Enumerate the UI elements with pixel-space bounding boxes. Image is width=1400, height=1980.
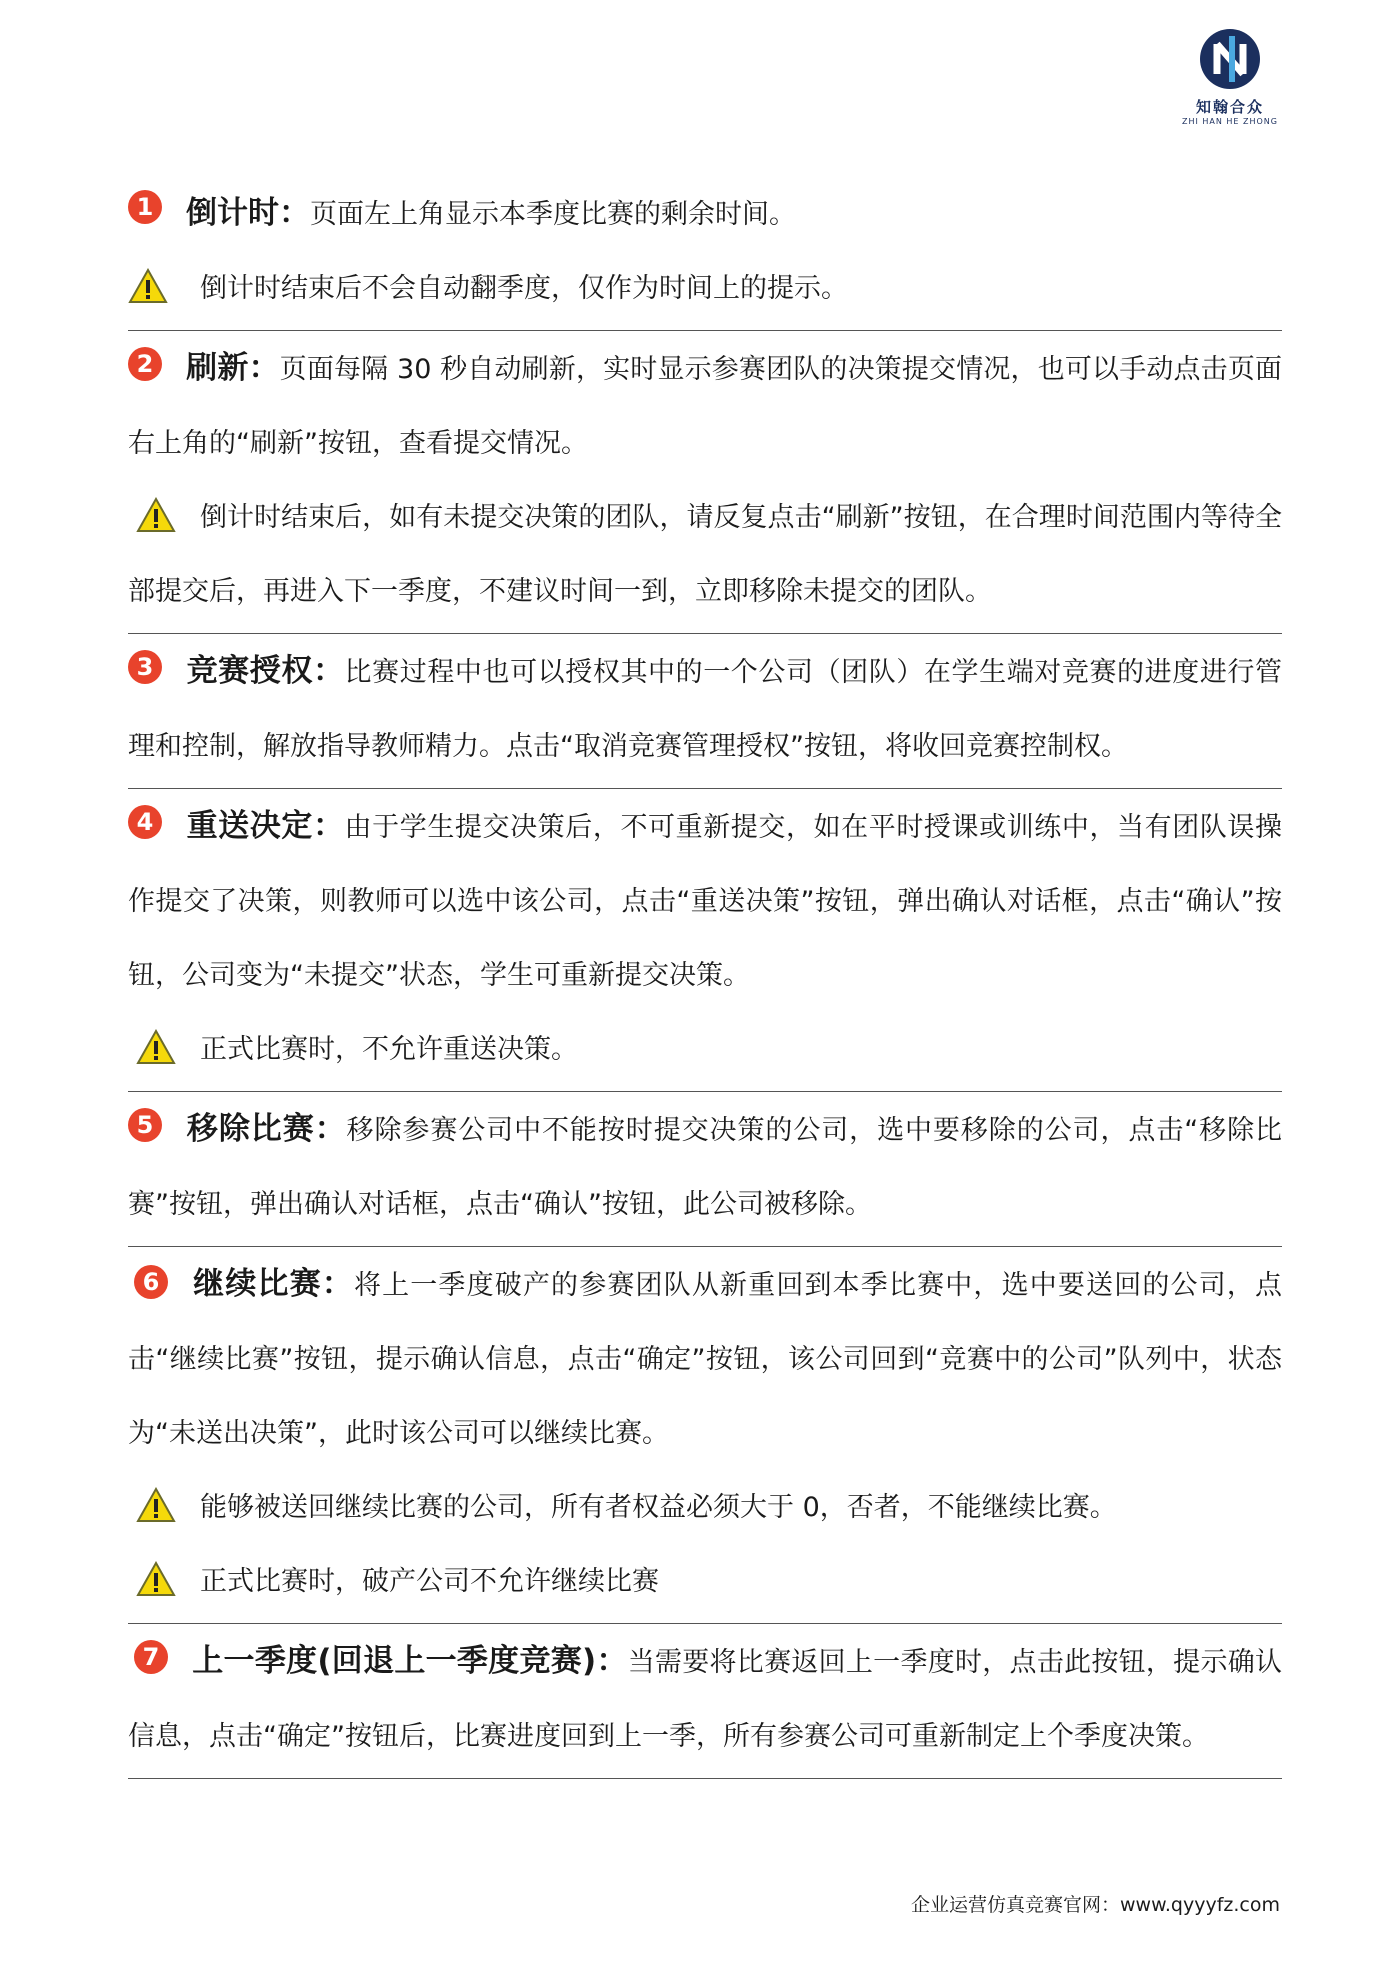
warning-note [128, 252, 1282, 326]
section-refresh [128, 331, 1282, 634]
section-text: 由于学生提交决策后，不可重新提交，如在平时授课或训练中，当有团队误操作提交了决策，则教师可以选中该公司，点击“重送决策”按钮，弹出确认对话框，点击“确认”按钮，公司变为“未提交”状态，学生可重新提交决策。 [128, 812, 1283, 991]
document-body [128, 176, 1282, 1779]
warning-note [128, 481, 1282, 629]
warning-note [128, 1545, 1282, 1619]
section-paragraph [128, 176, 1282, 252]
warning-triangle-icon [136, 1561, 176, 1597]
section-title: 竞赛授权： [186, 653, 345, 689]
section-title: 刷新： [186, 350, 280, 386]
number-circle-icon: 2 [128, 347, 162, 381]
section-title: 继续比赛： [192, 1266, 354, 1302]
section-paragraph [128, 634, 1282, 784]
number-circle-icon: 6 [134, 1265, 168, 1299]
section-paragraph [128, 331, 1282, 481]
warning-text: 能够被送回继续比赛的公司，所有者权益必须大于 0，否者，不能继续比赛。 [200, 1492, 1117, 1523]
section-title: 倒计时： [186, 195, 310, 231]
warning-text: 倒计时结束后不会自动翻季度，仅作为时间上的提示。 [200, 273, 848, 304]
logo-chinese-name: 知翰合众 [1195, 98, 1264, 116]
number-circle-icon: 4 [128, 805, 162, 839]
section-title: 移除比赛： [186, 1111, 347, 1147]
section-paragraph [128, 789, 1282, 1013]
section-paragraph [128, 1624, 1282, 1774]
warning-triangle-icon [128, 268, 168, 304]
section-paragraph [128, 1247, 1282, 1471]
warning-note [128, 1013, 1282, 1087]
warning-triangle-icon [136, 497, 176, 533]
section-paragraph [128, 1092, 1282, 1242]
number-circle-icon: 7 [134, 1640, 168, 1674]
number-circle-icon: 1 [128, 190, 162, 224]
section-text: 页面每隔 30 秒自动刷新，实时显示参赛团队的决策提交情况，也可以手动点击页面右上角的“刷新”按钮，查看提交情况。 [128, 354, 1282, 459]
section-text: 当需要将比赛返回上一季度时，点击此按钮，提示确认信息，点击“确定”按钮后，比赛进度回到上一季，所有参赛公司可重新制定上个季度决策。 [128, 1647, 1283, 1752]
section-countdown [128, 176, 1282, 331]
warning-note [128, 1471, 1282, 1545]
section-title: 上一季度(回退上一季度竞赛)： [192, 1643, 628, 1679]
number-circle-icon: 5 [128, 1108, 162, 1142]
section-text: 比赛过程中也可以授权其中的一个公司（团队）在学生端对竞赛的进度进行管理和控制，解放指导教师精力。点击“取消竞赛管理授权”按钮，将收回竞赛控制权。 [128, 657, 1283, 762]
warning-triangle-icon [136, 1029, 176, 1065]
section-text: 页面左上角显示本季度比赛的剩余时间。 [310, 199, 796, 230]
brand-logo [1175, 28, 1285, 128]
section-previous-quarter [128, 1624, 1282, 1779]
section-text: 移除参赛公司中不能按时提交决策的公司，选中要移除的公司，点击“移除比赛”按钮，弹出确认对话框，点击“确认”按钮，此公司被移除。 [128, 1115, 1282, 1220]
number-circle-icon: 3 [128, 650, 162, 684]
logo-english-name: ZHI HAN HE ZHONG [1181, 117, 1278, 126]
footer-website: 企业运营仿真竞赛官网：www.qyyyfz.com [911, 1894, 1280, 1916]
warning-text: 倒计时结束后，如有未提交决策的团队，请反复点击“刷新”按钮，在合理时间范围内等待全部提交后，再进入下一季度，不建议时间一到，立即移除未提交的团队。 [128, 502, 1282, 607]
section-remove-competition [128, 1092, 1282, 1247]
logo-icon [1199, 28, 1261, 90]
section-resend-decision [128, 789, 1282, 1092]
warning-triangle-icon [136, 1487, 176, 1523]
section-title: 重送决定： [186, 808, 345, 844]
section-text: 将上一季度破产的参赛团队从新重回到本季比赛中，选中要送回的公司，点击“继续比赛”按钮，提示确认信息，点击“确定”按钮，该公司回到“竞赛中的公司”队列中，状态为“未送出决策”，此时该公司可以继续比赛。 [128, 1270, 1283, 1449]
section-continue-competition [128, 1247, 1282, 1624]
warning-text: 正式比赛时，破产公司不允许继续比赛 [200, 1566, 659, 1597]
warning-text: 正式比赛时，不允许重送决策。 [200, 1034, 578, 1065]
section-authorization [128, 634, 1282, 789]
